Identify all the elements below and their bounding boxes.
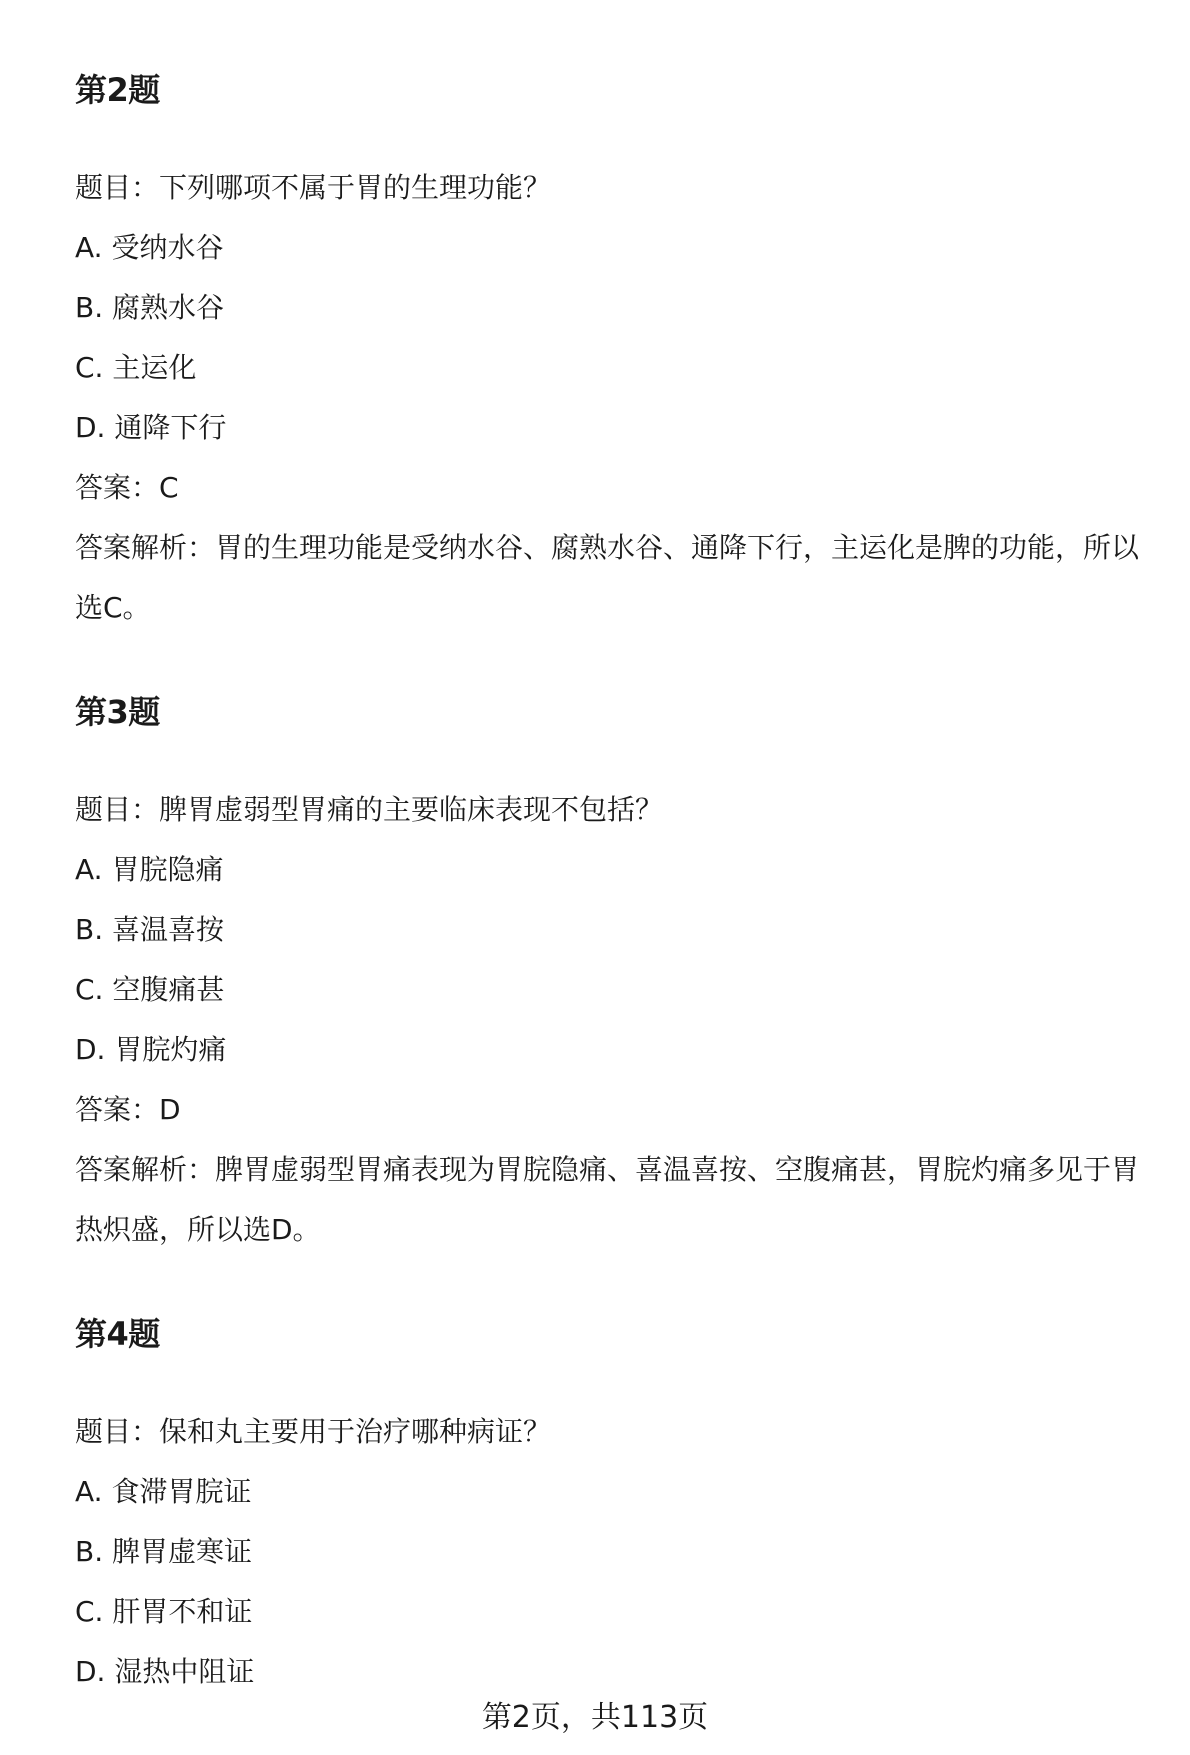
option-c: C. 主运化 — [75, 351, 197, 384]
option-a: A. 胃脘隐痛 — [75, 853, 224, 886]
question-stem: 题目：下列哪项不属于胃的生理功能？ — [75, 171, 552, 204]
option-b: B. 腐熟水谷 — [75, 291, 225, 324]
answer-explanation: 答案解析：脾胃虚弱型胃痛表现为胃脘隐痛、喜温喜按、空腹痛甚，胃脘灼痛多见于胃热炽盛，所以选D。 — [75, 1153, 1140, 1246]
question-heading: 第2题 — [75, 71, 160, 109]
question-stem: 题目：脾胃虚弱型胃痛的主要临床表现不包括？ — [75, 793, 664, 826]
question-heading: 第4题 — [75, 1315, 160, 1353]
option-c: C. 肝胃不和证 — [75, 1595, 253, 1628]
question-stem: 题目：保和丸主要用于治疗哪种病证？ — [75, 1415, 552, 1448]
option-d: D. 胃脘灼痛 — [75, 1033, 227, 1066]
option-b: B. 脾胃虚寒证 — [75, 1535, 253, 1568]
page-number-footer: 第2页，共113页 — [481, 1700, 709, 1735]
answer: 答案：D — [75, 1093, 181, 1126]
option-b: B. 喜温喜按 — [75, 913, 225, 946]
option-a: A. 受纳水谷 — [75, 231, 224, 264]
question-heading: 第3题 — [75, 693, 160, 731]
option-d: D. 通降下行 — [75, 411, 227, 444]
answer-explanation: 答案解析：胃的生理功能是受纳水谷、腐熟水谷、通降下行，主运化是脾的功能，所以选C。 — [75, 531, 1140, 624]
option-a: A. 食滞胃脘证 — [75, 1475, 252, 1508]
option-c: C. 空腹痛甚 — [75, 973, 225, 1006]
answer: 答案：C — [75, 471, 179, 504]
option-d: D. 湿热中阻证 — [75, 1655, 255, 1688]
